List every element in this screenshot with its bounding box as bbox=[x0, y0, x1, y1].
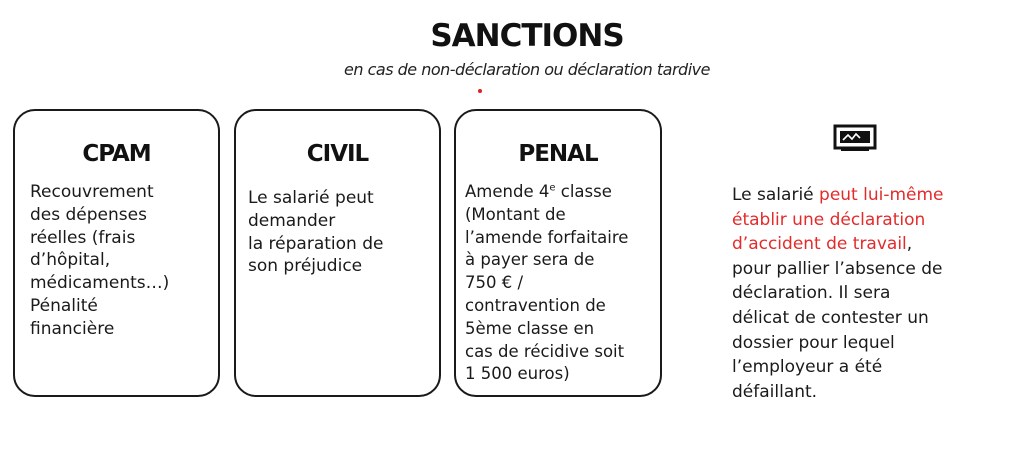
note-l3-highlight: d’accident de travail bbox=[732, 234, 907, 255]
note-l1-highlight: peut lui-même bbox=[819, 185, 944, 205]
note-line-highlight: établir une déclaration bbox=[732, 209, 926, 230]
laptop-chart-icon bbox=[833, 124, 877, 152]
note-l3-b: , bbox=[906, 234, 913, 255]
note-l1-a: Le salarié bbox=[732, 185, 820, 205]
card-penal-line bbox=[465, 181, 628, 204]
card-civil-title: CIVIL bbox=[306, 141, 369, 167]
note-line: l’employeur a été bbox=[732, 357, 883, 378]
card-cpam-line: financière bbox=[30, 318, 115, 339]
card-penal-line: 1 500 euros) bbox=[465, 364, 570, 384]
card-civil bbox=[234, 109, 441, 397]
card-penal-line: 5ème classe en bbox=[465, 318, 595, 338]
note-line: déclaration. Il sera bbox=[732, 283, 891, 304]
card-penal-body bbox=[465, 181, 628, 386]
card-civil-line: la réparation de bbox=[248, 233, 384, 254]
penal-line1-sup: e bbox=[549, 182, 556, 194]
card-civil-line: son préjudice bbox=[248, 256, 363, 277]
card-cpam-line: Recouvrement bbox=[30, 182, 154, 202]
note-line bbox=[732, 183, 1002, 208]
card-cpam-title: CPAM bbox=[82, 141, 151, 167]
note-line: défaillant. bbox=[732, 381, 818, 402]
card-penal-line: 750 € / bbox=[465, 273, 524, 293]
note-line: dossier pour lequel bbox=[732, 332, 895, 353]
card-penal-title: PENAL bbox=[518, 141, 598, 167]
card-penal-line: l’amende forfaitaire bbox=[465, 227, 629, 247]
card-penal-line: cas de récidive soit bbox=[465, 341, 625, 361]
penal-line1-b: classe bbox=[555, 182, 612, 201]
card-cpam-line: Pénalité bbox=[30, 295, 98, 316]
card-cpam-line: des dépenses bbox=[30, 204, 147, 225]
note-text bbox=[732, 183, 1002, 404]
note-line: pour pallier l’absence de bbox=[732, 258, 943, 279]
card-penal bbox=[454, 109, 662, 397]
card-civil-line: demander bbox=[248, 210, 336, 231]
page-title: SANCTIONS bbox=[430, 18, 624, 54]
card-cpam bbox=[13, 109, 220, 397]
page-subtitle: en cas de non-déclaration ou déclaration tardive bbox=[344, 60, 710, 79]
card-cpam-line: médicaments…) bbox=[30, 273, 170, 294]
card-civil-line: Le salarié peut bbox=[248, 188, 374, 208]
card-cpam-line: d’hôpital, bbox=[30, 250, 111, 271]
card-cpam-line: réelles (frais bbox=[30, 227, 136, 248]
note-line: délicat de contester un bbox=[732, 307, 929, 328]
note-line bbox=[732, 232, 1002, 257]
card-cpam-body bbox=[30, 181, 169, 341]
penal-line1-a: Amende 4 bbox=[465, 182, 550, 201]
card-penal-line: à payer sera de bbox=[465, 250, 595, 270]
card-penal-line: (Montant de bbox=[465, 204, 566, 224]
red-dot-marker bbox=[478, 89, 482, 93]
card-penal-line: contravention de bbox=[465, 295, 606, 315]
card-civil-body bbox=[248, 187, 383, 278]
